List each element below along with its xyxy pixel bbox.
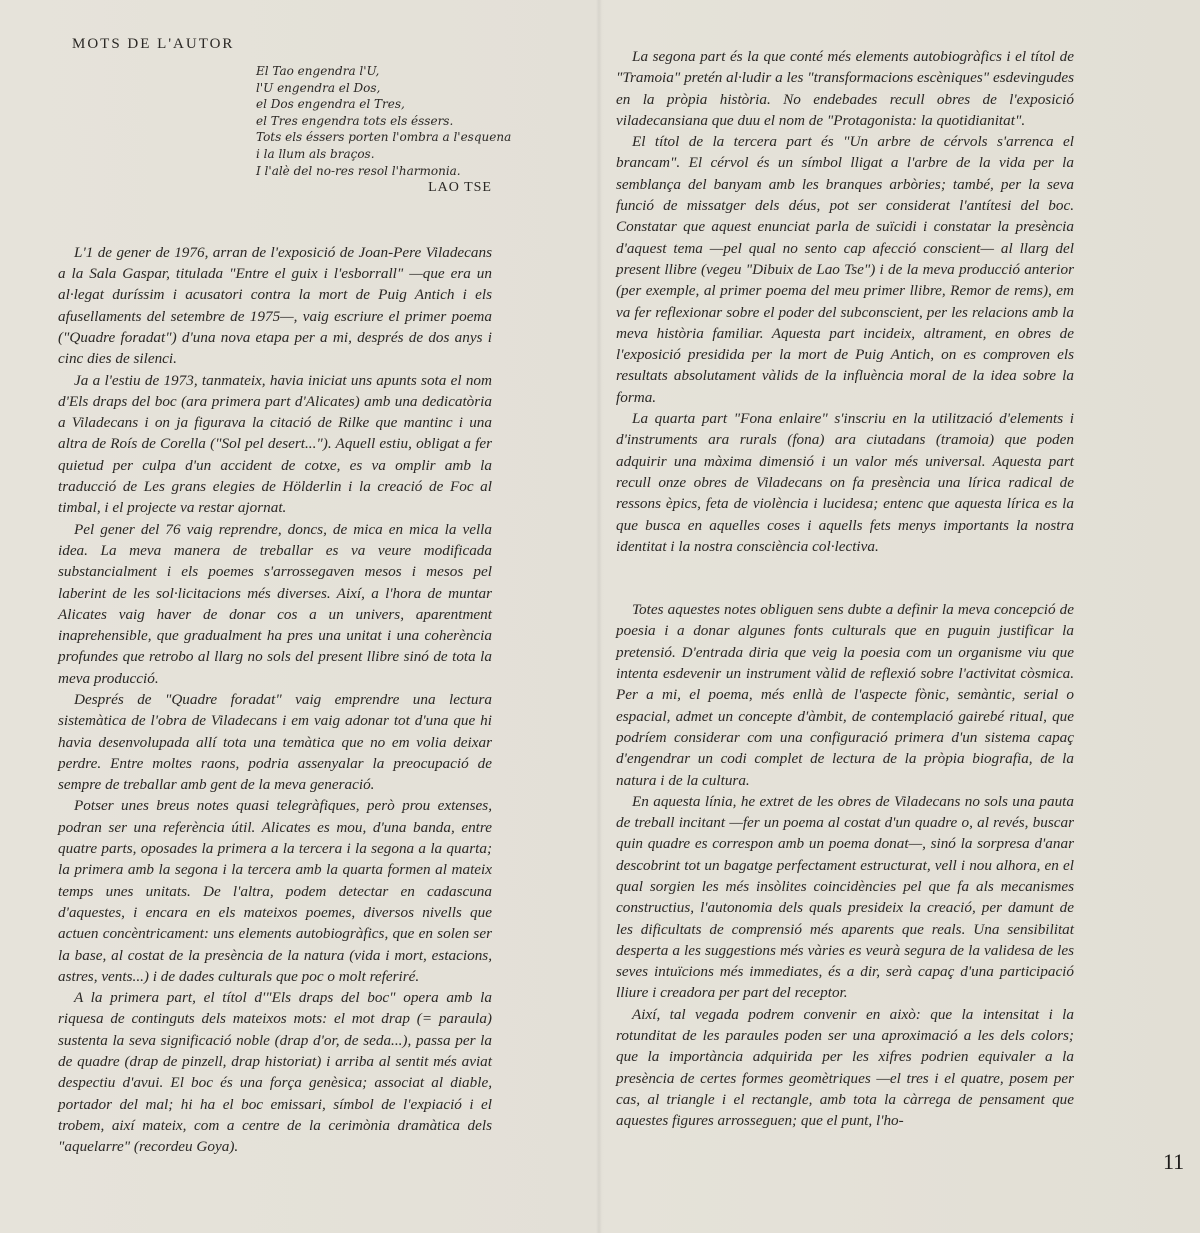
section-break <box>616 557 1074 599</box>
page-number: 11 <box>1163 1149 1185 1174</box>
epigraph-author: LAO TSE <box>428 180 492 196</box>
paragraph: L'1 de gener de 1976, arran de l'exposició de Joan-Pere Viladecans a la Sala Gaspar, titulada "Entre el guix i l'esborrall" —que era un al·legat duríssim i acusatori contra la mort de Puig Antich i els afusellaments del setembre de 1975—, vaig escriure el primer poema ("Quadre foradat") d'una nova etapa per a mi, després de dos anys i cinc dies de silenci. <box>58 243 492 368</box>
paragraph: La quarta part "Fona enlaire" s'inscriu en la utilització d'elements i d'instruments ara rurals (fona) ara ciutadans (tramoia) que poden adquirir una màxima dimensió i un valor més universal. Aquesta part recull onze obres de Viladecans on fa presència una lírica radical de ressons èpics, feta de violència i lucidesa; entenc que aquesta lírica es la que busca en aquelles coses i aquells fets menys importants la nostra identitat i la nostra consciència col·lectiva. <box>616 410 1074 555</box>
left-column <box>58 36 512 1158</box>
paragraph: Pel gener del 76 vaig reprendre, doncs, de mica en mica la vella idea. La meva manera de treballar es va veure modificada substancialment i els poemes s'arrossegaven mesos i mesos pel laberint de les sol·licitacions més diverses. Així, a l'hora de muntar Alicates vaig haver de donar cos a un univers, aparentment inaprehensible, que gradualment ha pres una unitat i una coherència profundes que retrobo al llarg no sols del present llibre sinó de tota la meva producció. <box>58 520 492 687</box>
epigraph-line: Tots els éssers porten l'ombra a l'esquena <box>256 130 512 145</box>
epigraph-line: el Dos engendra el Tres, <box>256 97 405 112</box>
right-column <box>616 46 1074 1132</box>
epigraph-line: l'U engendra el Dos, <box>256 80 381 95</box>
epigraph-line: i la llum als braços. <box>256 146 375 161</box>
paragraph: Ja a l'estiu de 1973, tanmateix, havia iniciat uns apunts sota el nom d'Els draps del boc (ara primera part d'Alicates) amb una dedicatòria a Viladecans i on ja figurava la citació de Rilke que mantinc i una altra de Roís de Corella ("Sol pel desert..."). Aquell estiu, obligat a fer quietud per culpa d'un accident de cotxe, es va omplir amb la traducció de Les grans elegies de Hölderlin i la creació de Foc al timbal, i el projecte va restar ajornat. <box>58 371 492 517</box>
paragraph: En aquesta línia, he extret de les obres de Viladecans no sols una pauta de treball incitant —fer un poema al costat d'un quadre o, al revés, buscar quin quadre es correspon amb un poema donat—, sinó la sorpresa d'anar descobrint tot un bagatge perfectament estructurat, vell i nou alhora, en el qual sorgien les més insòlites coincidències pel que fa als mecanismes constructius, l'autonomia dels quals presideix la creació, per damunt de les dificultats de comprensió més aparents que reals. Una sensibilitat desperta a les suggestions més vàries es veurà segura de la validesa de les seves intuïcions més immediates, és a dir, serà capaç d'una participació lliure i creadora per part del receptor. <box>616 792 1074 1002</box>
epigraph-line: I l'alè del no-res resol l'harmonia. <box>256 163 461 178</box>
paragraph: A la primera part, el títol d'"Els draps del boc" opera amb la riquesa de continguts dels mateixos mots: el mot drap (= paraula) sustenta la seva significació noble (drap d'or, de seda...), passa per la de quadre (drap de pinzell, drap historiat) i arriba al sentit més aviat despectiu d'avui. El boc és una força genèsica; associat al diable, portador del mal; hi ha el boc emissari, símbol de l'expiació i el trobem, així mateix, com a centre de la cerimònia dramàtica dels "aquelarre" (recordeu Goya). <box>58 989 492 1156</box>
epigraph <box>256 63 512 197</box>
paragraph: La segona part és la que conté més elements autobiogràfics i el títol de "Tramoia" pretén al·ludir a les "transformacions escèniques" esdevingudes en la pròpia història. No endebades recull obres de l'exposició viladecansiana que duu el nom de "Protagonista: la quotidianitat". <box>616 48 1074 129</box>
left-column-text <box>58 242 492 1158</box>
epigraph-line: el Tres engendra tots els éssers. <box>256 113 454 128</box>
epigraph-line: El Tao engendra l'U, <box>256 64 380 78</box>
paragraph: Potser unes breus notes quasi telegràfiques, però prou extenses, podran ser una referència útil. Alicates es mou, d'una banda, entre quatre parts, oposades la primera a la tercera i la segona a la quarta; la primera amb la segona i la tercera amb la quarta formen al mateix temps unes unitats. De l'altra, podem detectar en cadascuna d'aquestes, i encara en els mateixos poemes, diversos nivells que actuen concèntricament: uns elements autobiogràfics, que en solen ser la base, al costat de la presència de la natura (vida i mort, estacions, astres, vents...) i de dades culturals que poc o molt referiré. <box>58 797 492 985</box>
paragraph: El títol de la tercera part és "Un arbre de cérvols s'arrenca el brancam". El cérvol és un símbol lligat a l'arbre de la vida per la semblança del banyam amb les branques arbòries; també, per la seva funció de missatger dels déus, pot ser considerat l'antítesi del boc. Constatar que aquest enunciat parla de suïcidi i constatar la presència d'aquest tema —pel qual no sento cap afecció conscient— al llarg del present llibre (vegeu "Dibuix de Lao Tse") i de la meva producció anterior (per exemple, al primer poema del meu primer llibre, Remor de rems), em va fer reflexionar sobre el poder del subconscient, per les relacions amb la meva història familiar. Aquesta part incideix, altrament, en obres de l'exposició presidida per la mort de Puig Antich, on es comproven els resultats absolutament vàlids de la influència moral de la idea sobre la forma. <box>616 133 1074 406</box>
section-heading: MOTS DE L'AUTOR <box>72 36 235 52</box>
paragraph: Totes aquestes notes obliguen sens dubte a definir la meva concepció de poesia i a donar algunes fonts culturals que en puguin justificar la pretensió. D'entrada diria que veig la poesia com un organisme viu que intenta esdevenir un instrument vàlid de reflexió sobre l'activitat còsmica. Per a mi, el poema, més enllà de l'aspecte fònic, semàntic, serial o espacial, admet un concepte d'àmbit, de contemplació gairebé ritual, que podríem considerar com una configuració primera d'un sistema capaç d'engendrar un codi complet de lectura de la pròpia biografia, de la natura i de la cultura. <box>616 601 1074 789</box>
paragraph: Després de "Quadre foradat" vaig emprendre una lectura sistemàtica de l'obra de Viladecans i em vaig adonar tot d'una que hi havia desenvolupada allí tota una temàtica que no em volia deixar perdre. Entre moltes raons, podria assenyalar la preocupació de sempre de treballar amb gent de la meva generació. <box>58 690 492 794</box>
paragraph: Així, tal vegada podrem convenir en això: que la intensitat i la rotunditat de les paraules poden ser una aproximació a les dels colors; que la importància adquirida per les xifres podrien equivaler a la presència de certes formes geomètriques —el tres i el quatre, posem per cas, al triangle i el rectangle, amb tota la càrrega de pensament que aquestes figures arrosseguen; que el punt, l'ho- <box>616 1005 1074 1130</box>
page-gutter <box>596 0 602 1233</box>
